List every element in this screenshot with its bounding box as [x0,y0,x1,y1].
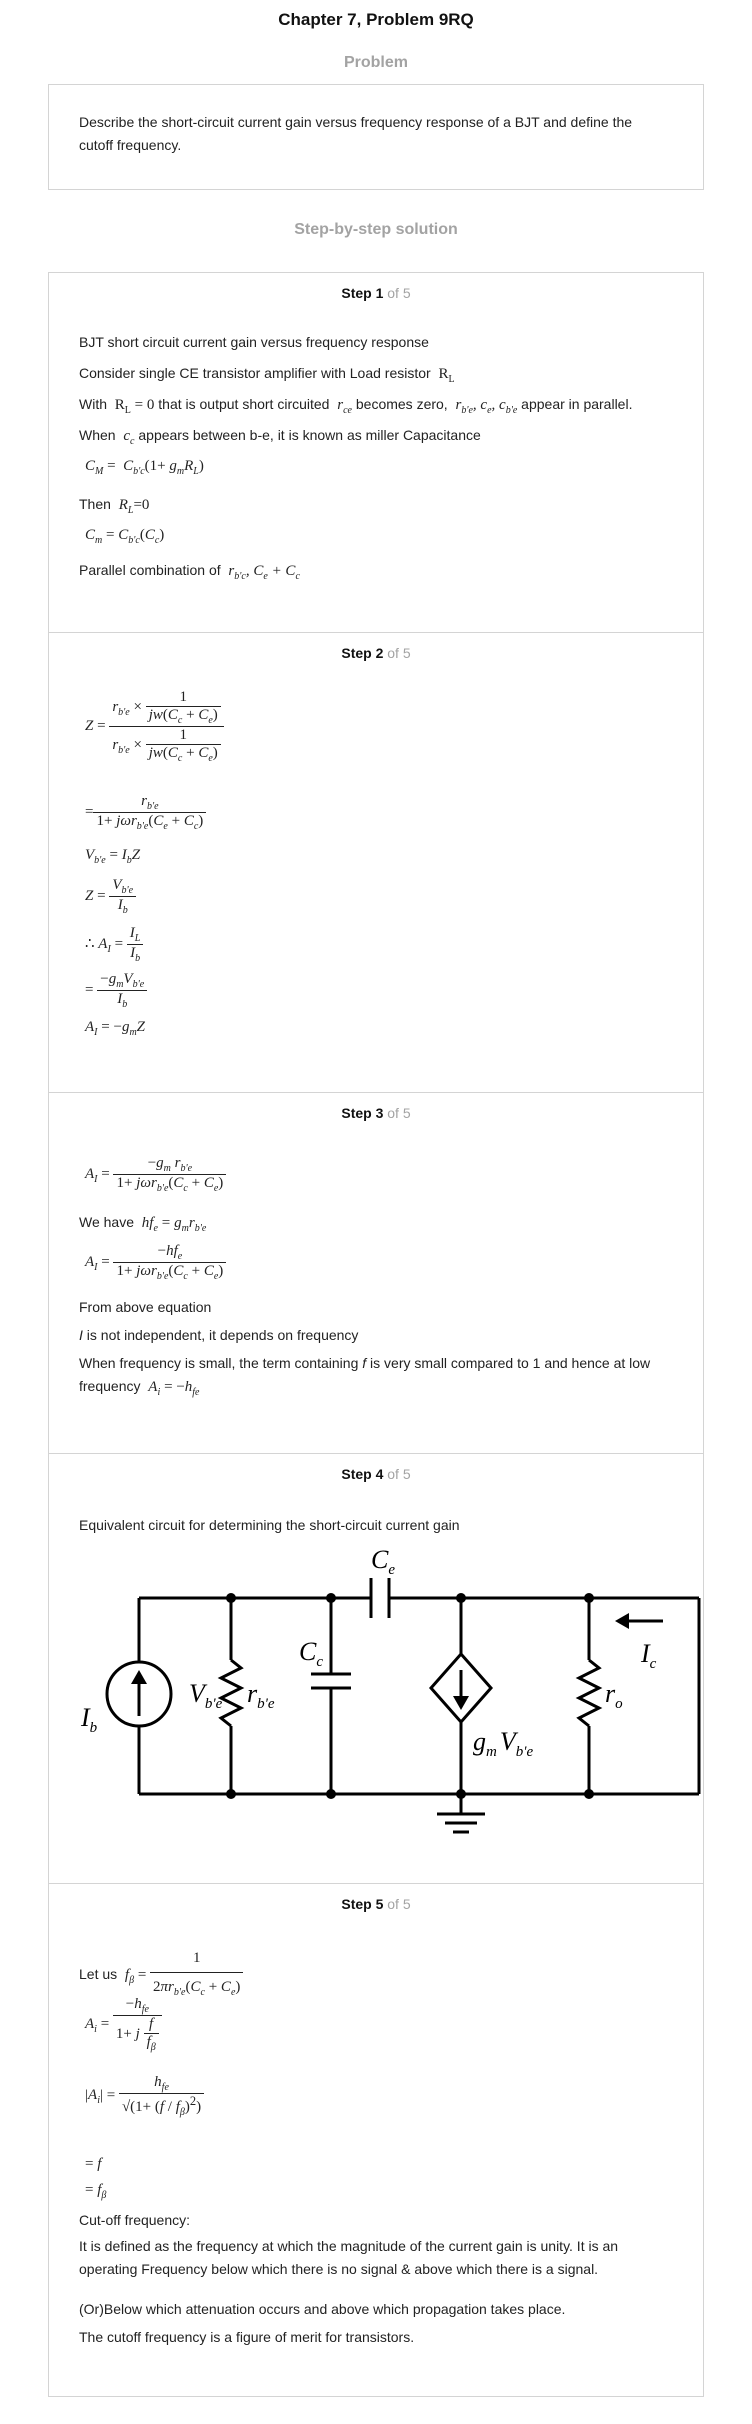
label-ro: $r_o$ [605,1679,623,1712]
step-1-miller-eq: $C_M = C_{b'c}(1+ g_mR_L)$ [85,458,204,477]
label-ce: $C_e$ [370,1545,396,1578]
step-4-title: Step 4 of 5 [341,1466,411,1482]
step-3-from-above: From above equation [79,1299,212,1315]
label-vbe: $V_{b'e}$ [189,1679,223,1712]
problem-box [48,84,704,190]
step-2-z-eq: Z = $r_{b'e}$ × $\frac{1}{jw(C_c + C_e)}$ $r_{b'e}$ × $\frac{1}{jw(C_c + C_e)}$ [85,689,224,764]
step-5-ai-magnitude: $|A_i|$ = $\frac{h_{fe}}{√(1+ (f / f_\beta)^2)}$ [85,2074,204,2118]
step-1-line-6: Parallel combination of $r_{b'c}$, $C_e + C_c$ [79,562,300,582]
step-5-cutoff-def: It is defined as the frequency at which the magnitude of the current gain is unity. It is an operating Frequency below which there is no signal & above which there is a signal. [79,2238,619,2277]
step-2-ai-ratio: ∴ $A_I$ = $\frac{I_L}{I_b}$ [85,925,143,964]
step-1 [48,272,704,633]
step-3-we-have: We have $hf_e = g_mr_{b'e}$ [79,1214,207,1234]
step-1-title: Step 1 of 5 [341,285,411,301]
equivalent-circuit-diagram [49,1542,703,1872]
step-2-z-simplified: = $\frac{r_{b'e}}{1+ j\omega r_{b'e}(C_e + C_c)}$ [85,793,206,832]
solution-heading: Step-by-step solution [294,221,458,238]
step-3-small-freq: When frequency is small, the term containing f is very small compared to 1 and hence at low frequency $A_i = -h_{fe}$ [79,1355,651,1398]
step-2-ai-gm: = $\frac{-g_mV_{b'e}}{I_b}$ [85,971,147,1010]
problem-heading: Problem [343,54,408,71]
step-5 [48,1883,704,2397]
step-5-let-us: Let us $f_\beta$ = $\frac{1}{2\pi r_{b'e}(C_c + C_e)}$ [79,1944,243,2007]
label-gm-vbe: $g_m$ $V_{b'e}$ [473,1727,534,1760]
step-4 [48,1453,704,1884]
step-2-title: Step 2 of 5 [341,645,411,661]
step-5-ai-eq: $A_i$ = $-h_{fe}$ 1+ j $\frac{f}{f_\beta}$ [85,1996,162,2053]
step-1-line-2: Consider single CE transistor amplifier with Load resistor $R_L$ [79,365,455,385]
step-2-z-ratio: Z = $\frac{V_{b'e}}{I_b}$ [85,877,136,916]
step-2-ai-final: $A_I = -g_mZ$ [85,1019,146,1038]
step-5-title: Step 5 of 5 [341,1896,411,1912]
step-5-cutoff-or: (Or)Below which attenuation occurs and above which propagation takes place. [79,2301,566,2317]
step-5-eq-f: = f [85,2156,102,2172]
step-2-vbe-eq: $V_{b'e} = I_bZ$ [85,847,141,866]
label-ic: $I_c$ [641,1639,657,1672]
step-2 [48,632,704,1093]
page-title: Chapter 7, Problem 9RQ [278,10,474,29]
step-1-line-5: Then $R_L=0$ [79,496,150,516]
step-3-not-independent: I is not independent, it depends on frequency [79,1327,359,1343]
step-3-ai-hfe: $A_I$ = $\frac{-hf_e}{1+ j\omega r_{b'e}(C_c + C_e)}$ [85,1243,226,1282]
step-5-cutoff-merit: The cutoff frequency is a figure of merit for transistors. [79,2329,415,2345]
step-5-cutoff-heading: Cut-off frequency: [79,2212,191,2228]
problem-text: Describe the short-circuit current gain versus frequency response of a BJT and define the cutoff frequency. [79,114,633,153]
step-3-title: Step 3 of 5 [341,1105,411,1121]
step-5-eq-fbeta: = $f_\beta$ [85,2182,107,2201]
label-ib: $I_b$ [81,1703,98,1736]
step-3 [48,1092,704,1454]
label-rbe: $r_{b'e}$ [247,1679,275,1712]
step-1-cm-eq: $C_m = C_{b'c}(C_c)$ [85,527,165,546]
step-1-line-1: BJT short circuit current gain versus frequency response [79,334,429,350]
step-1-line-3: With $R_L = 0$ that is output short circuited $r_{ce}$ becomes zero, $r_{b'e}$, $c_e$, $c_{b'e}$ appear in parallel. [79,396,633,416]
step-1-line-4: When $c_c$ appears between b-e, it is known as miller Capacitance [79,427,481,447]
step-4-caption: Equivalent circuit for determining the short-circuit current gain [79,1517,460,1533]
step-3-ai-eq: $A_I$ = $\frac{-g_m r_{b'e}}{1+ j\omega r_{b'e}(C_c + C_e)}$ [85,1155,226,1194]
label-cc: $C_c$ [299,1637,324,1670]
